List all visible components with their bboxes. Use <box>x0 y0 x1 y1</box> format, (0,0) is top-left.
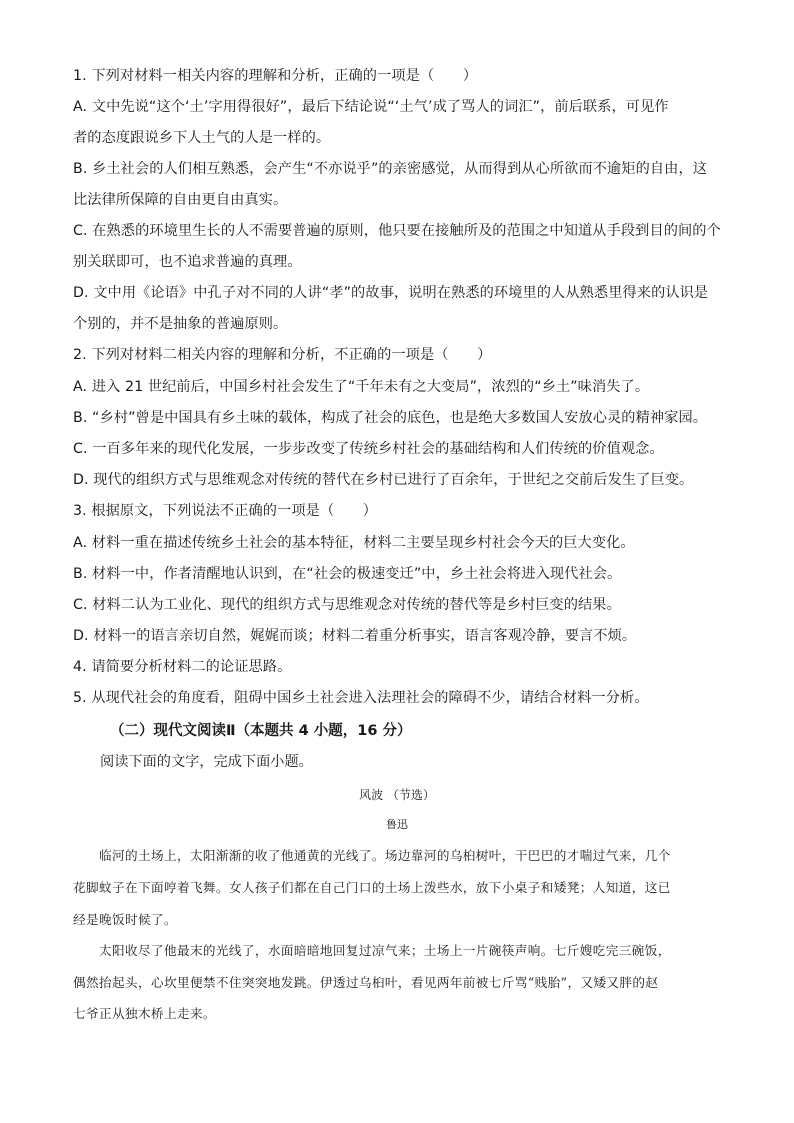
question-2-option-a: A. 进入 21 世纪前后，中国乡村社会发生了“千年未有之大变局”，浓烈的“乡土”味消失了。 <box>73 379 650 395</box>
question-1-option-d-cont: 个别的，并不是抽象的普遍原则。 <box>73 316 288 332</box>
question-3-option-b: B. 材料一中，作者清醒地认识到，在“社会的极速变迁”中，乡土社会将进入现代社会。 <box>73 566 622 582</box>
question-1-option-c-cont: 别关联即可，也不追求普遍的真理。 <box>73 254 302 270</box>
question-1-option-b-cont: 比法律所保障的自由更自由真实。 <box>73 192 288 208</box>
passage-p1-line1: 临河的土场上，太阳渐渐的收了他通黄的光线了。场边靠河的乌桕树叶，干巴巴的才喘过气来，几个 <box>73 848 671 863</box>
question-3-stem: 3. 根据原文，下列说法不正确的一项是（ ） <box>73 503 378 519</box>
question-3-option-d: D. 材料一的语言亲切自然，娓娓而谈；材料二着重分析事实，语言客观冷静，要言不烦。 <box>73 628 637 644</box>
question-1-option-a-cont: 者的态度跟说乡下人土气的人是一样的。 <box>73 130 331 146</box>
question-1-option-c: C. 在熟悉的环境里生长的人不需要普遍的原则，他只要在接触所及的范围之中知道从手段到目的间的个 <box>73 223 721 239</box>
question-2-option-d: D. 现代的组织方式与思维观念对传统的替代在乡村已进行了百余年，于世纪之交前后发生了巨变。 <box>73 472 694 488</box>
question-2-option-b: B. “乡村”曾是中国具有乡土味的载体，构成了社会的底色，也是绝大多数国人安放心灵的精神家园。 <box>73 410 708 426</box>
passage-author: 鲁迅 <box>386 818 408 831</box>
question-1-stem: 1. 下列对材料一相关内容的理解和分析，正确的一项是（ ） <box>73 68 478 84</box>
passage-p2-line1: 太阳收尽了他最末的光线了，水面暗暗地回复过凉气来；土场上一片碗筷声响。七斤嫂吃完三碗饭， <box>73 943 671 958</box>
section-instruction: 阅读下面的文字，完成下面小题。 <box>100 754 313 770</box>
section-heading: （二）现代文阅读Ⅱ（本题共 4 小题，16 分） <box>110 723 412 739</box>
passage-title: 风波 （节选） <box>359 788 435 802</box>
passage-p1-line3: 经是晚饭时候了。 <box>73 912 177 927</box>
question-3-option-a: A. 材料一重在描述传统乡土社会的基本特征，材料二主要呈现乡村社会今天的巨大变化。 <box>73 535 635 551</box>
question-2-stem: 2. 下列对材料二相关内容的理解和分析，不正确的一项是（ ） <box>73 347 492 363</box>
passage-p2-line3: 七爷正从独木桥上走来。 <box>73 1006 216 1021</box>
question-1-option-b: B. 乡土社会的人们相互熟悉，会产生“不亦说乎”的亲密感觉，从而得到从心所欲而不逾矩的自由，这 <box>73 161 708 177</box>
question-1-option-a: A. 文中先说“这个‘土’字用得很好”，最后下结论说“‘土气’成了骂人的词汇”，前后联系，可见作 <box>73 99 669 115</box>
passage-p2-line2: 偶然抬起头，心坎里便禁不住突突地发跳。伊透过乌桕叶，看见两年前被七斤骂“贱胎”，又矮又胖的赵 <box>73 975 659 990</box>
question-1-option-d: D. 文中用《论语》中孔子对不同的人讲“孝”的故事，说明在熟悉的环境里的人从熟悉里得来的认识是 <box>73 285 709 301</box>
passage-p1-line2: 花脚蚊子在下面哼着飞舞。女人孩子们都在自己门口的土场上泼些水，放下小桌子和矮凳；人知道，这已 <box>73 880 671 895</box>
question-4-stem: 4. 请简要分析材料二的论证思路。 <box>73 659 292 675</box>
question-3-option-c: C. 材料二认为工业化、现代的组织方式与思维观念对传统的替代等是乡村巨变的结果。 <box>73 597 621 613</box>
question-2-option-c: C. 一百多年来的现代化发展，一步步改变了传统乡村社会的基础结构和人们传统的价值观念。 <box>73 441 664 457</box>
question-5-stem: 5. 从现代社会的角度看，阻碍中国乡土社会进入法理社会的障碍不少，请结合材料一分析。 <box>73 690 649 706</box>
